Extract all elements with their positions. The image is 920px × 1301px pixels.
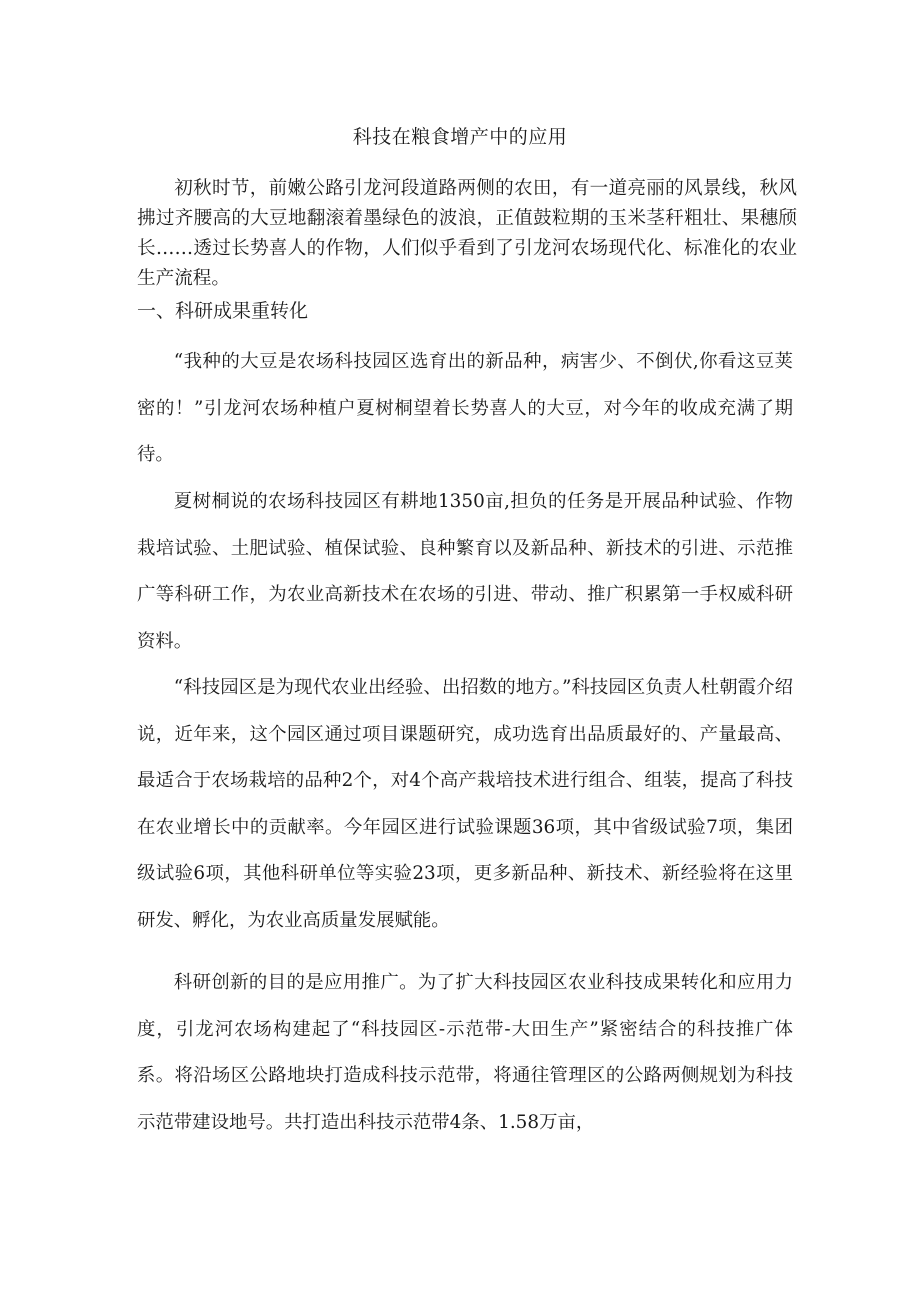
section-heading: 一、科研成果重转化	[137, 300, 309, 322]
body-paragraph-3: “科技园区是为现代农业出经验、出招数的地方。”科技园区负责人杜朝霞介绍说，近年来，这个园区通过项目课题研究，成功选育出品质最好的、产量最高、最适合于农场栽培的品种2个，对4个高产栽培技术进行组合、组装，提高了科技在农业增长中的贡献率。今年园区进行试验课题36项，其中省级试验7项，集团级试验6项，其他科研单位等实验23项，更多新品种、新技术、新经验将在这里研发、孵化，为农业高质量发展赋能。	[137, 677, 793, 931]
body-paragraph-1: “我种的大豆是农场科技园区选育出的新品种，病害少、不倒伏,你看这豆荚密的！”引龙河农场种植户夏树桐望着长势喜人的大豆，对今年的收成充满了期待。	[137, 351, 793, 465]
document-title: 科技在粮食增产中的应用	[352, 126, 568, 148]
body-paragraph-4: 科研创新的目的是应用推广。为了扩大科技园区农业科技成果转化和应用力度，引龙河农场构建起了“科技园区-示范带-大田生产”紧密结合的科技推广体系。将沿场区公路地块打造成科技示范带，将通往管理区的公路两侧规划为科技示范带建设地号。共打造出科技示范带4条、1.58万亩，	[137, 972, 793, 1133]
body-paragraph-2: 夏树桐说的农场科技园区有耕地1350亩,担负的任务是开展品种试验、作物栽培试验、土肥试验、植保试验、良种繁育以及新品种、新技术的引进、示范推广等科研工作，为农业高新技术在农场的引进、带动、推广积累第一手权威科研资料。	[137, 491, 793, 652]
intro-paragraph: 初秋时节，前嫩公路引龙河段道路两侧的农田，有一道亮丽的风景线，秋风拂过齐腰高的大豆地翻滚着墨绿色的波浪，正值鼓粒期的玉米茎秆粗壮、果穗颀长……透过长势喜人的作物，人们似乎看到了引龙河农场现代化、标准化的农业生产流程。	[137, 178, 797, 289]
